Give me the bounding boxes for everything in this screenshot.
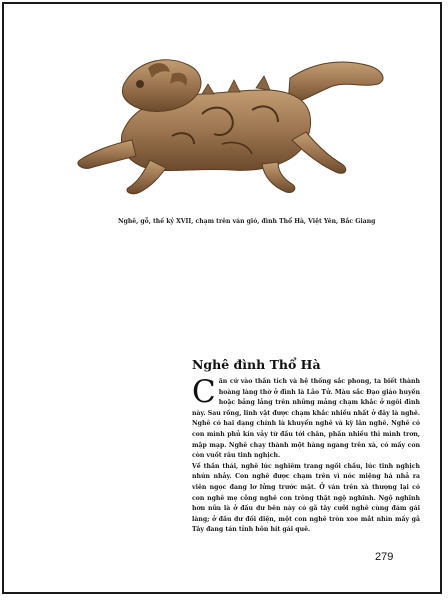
article-title: Nghê đình Thổ Hà xyxy=(192,357,321,372)
drop-cap: C xyxy=(192,374,216,410)
figure-caption: Nghê, gỗ, thế kỷ XVII, chạm trên ván gió, đình Thổ Hà, Việt Yên, Bắc Giang xyxy=(118,218,376,225)
nghe-sculpture-image xyxy=(52,44,392,204)
paragraph-1-text: ăn cứ vào thần tích và hệ thống sắc phong, ta biết thành hoàng làng thờ ở đình là Lão Tử. Màu sắc Đạo giáo huyền hoặc bảng lảng trên những mảng chạm khắc ở ngôi đình này. Sau rồng, linh vật được chạm khắc nhiều nhất ở đây là nghê. Nghê có hai dạng chính là khuyển nghê và kỳ lân nghê. Nghê có con mình phủ kín vảy từ đầu tới chân, phần nhiều thì mình trơn, mập mạp. Nghê chạy thành một hàng ngang trên xà, có mấy con còn vuốt râu tinh nghịch. xyxy=(192,378,420,460)
paragraph-2: Về thần thái, nghê lúc nghiêm trang ngồi chầu, lúc tinh nghịch nhún nhảy. Con nghê được chạm trên vì nóc miệng há nhả ra viên ngọc đang lơ lửng trước mặt. Ở ván trên xà thượng lại có con nghê mẹ cõng nghê con trông thật ngộ nghĩnh. Ngộ nghĩnh hơn nữa là ở đầu dư bên này có gã tây cưỡi nghê cùng đám gái làng; ở đầu dư đối diện, một con nghê tròn xoe mắt nhìn mấy gã Tây đang tán tỉnh hôn hít gái quê. xyxy=(192,462,420,534)
article-body xyxy=(192,374,420,536)
page-number: 279 xyxy=(375,551,394,563)
paragraph-1 xyxy=(192,374,420,462)
